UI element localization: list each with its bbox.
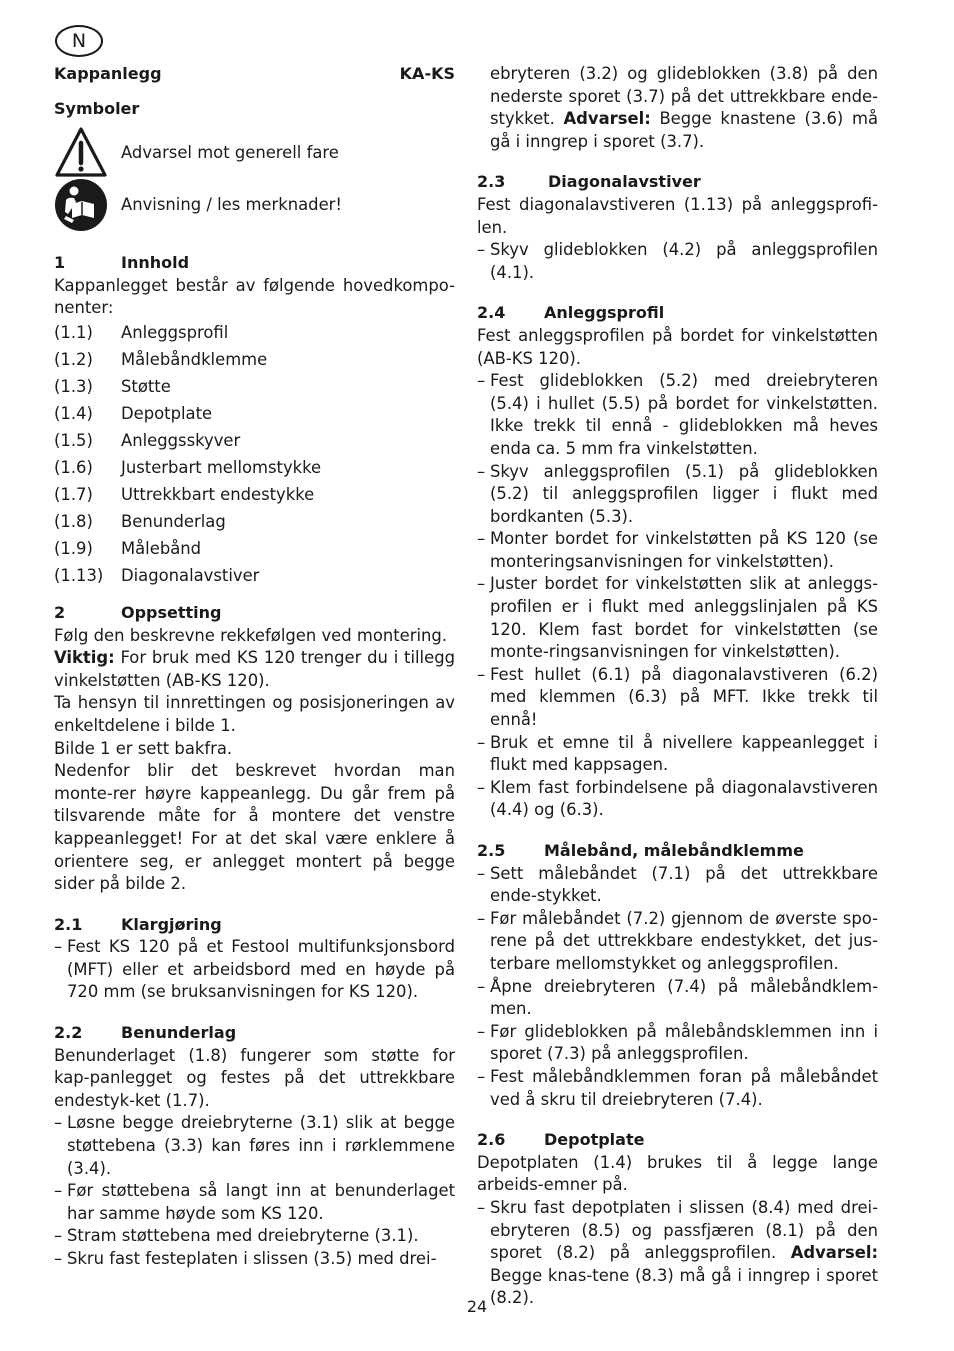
list-item (54, 320, 455, 347)
list-label: Anleggsskyver (121, 431, 241, 451)
section-title: Klargjøring (121, 914, 222, 934)
list-label: Justerbart mellomstykke (121, 458, 322, 478)
list-item: – Fest målebåndklemmen foran på målebåndet ved å skru til dreiebryteren (7.4). (477, 1066, 878, 1111)
section-title: Målebånd, målebåndklemme (544, 841, 804, 860)
section-2-3-intro: Fest diagonalavstiveren (1.13) på anleggsprofi-len. (477, 194, 878, 237)
warning-label: Advarsel: (563, 109, 651, 129)
list-item (54, 401, 455, 428)
section-number: 1 (54, 253, 66, 273)
section-title: Anleggsprofil (544, 303, 665, 323)
section-2-4-intro: Fest anleggsprofilen på bordet for vinkelstøtten (AB-KS 120). (477, 325, 878, 368)
list-item: – Åpne dreiebryteren (7.4) på målebåndklem-men. (477, 976, 878, 1021)
list-item-continued (477, 63, 878, 153)
section-2-3-heading (477, 171, 878, 194)
list-item: – Juster bordet for vinkelstøtten slik at anleggs-profilen er i flukt med anleggslinjalen på KS 120. Klem fast bordet for vinkelstøtten (se monte-ringsanvisningen for vinkelstøtten). (477, 573, 878, 663)
symbols-heading: Symboler (54, 98, 140, 118)
list-item: – Fest hullet (6.1) på diagonalavstiveren (6.2) med klemmen (6.3) på MFT. Ikke trekk til ennå! (477, 664, 878, 732)
section-number: 2.4 (477, 303, 506, 323)
list-label: Benunderlag (121, 512, 226, 532)
list-item: – Før målebåndet (7.2) gjennom de øverste spo-rene på det uttrekkbare endestykket, det jus-terbare mellomstykket og anleggsprofilen. (477, 908, 878, 976)
section-2-p3: Ta hensyn til innrettingen og posisjoneringen av enkeltdelene i bilde 1. (54, 693, 455, 735)
list-item (54, 455, 455, 482)
list-item (54, 428, 455, 455)
list-label: Depotplate (121, 404, 213, 424)
model-code: KA-KS (399, 64, 455, 83)
page-number: 24 (466, 1297, 488, 1316)
section-title: Benunderlag (121, 1023, 237, 1043)
list-ref: (1.4) (54, 404, 93, 424)
list-ref: (1.8) (54, 512, 93, 532)
important-text: For bruk med KS 120 trenger du i tillegg vinkelstøtten (AB-KS 120). (54, 648, 455, 690)
section-number: 2.3 (477, 172, 506, 192)
list-item: – Monter bordet for vinkelstøtten på KS 120 (se monteringsanvisningen for vinkelstøtten). (477, 528, 878, 573)
list-label: Støtte (121, 377, 171, 397)
list-item (54, 509, 455, 536)
list-item (54, 482, 455, 509)
item-text: Skru fast depotplaten i slissen (8.4) med drei-ebryteren (8.5) og passfjæren (8.1) på den sporet (8.2) på anleggsprofilen. (490, 1197, 878, 1263)
list-item: – Skyv glideblokken (4.2) på anleggsprofilen (4.1). (477, 239, 878, 284)
continued-text: Begge knastene (3.6) må gå i inngrep i sporet (3.7). (490, 109, 879, 151)
section-title: Diagonalavstiver (548, 172, 701, 192)
warning-label: Advarsel: (790, 1243, 878, 1263)
list-label: Målebåndklemme (121, 350, 268, 370)
list-item: – Klem fast forbindelsene på diagonalavstiveren (4.4) og (6.3). (477, 777, 878, 822)
warning-triangle-icon (54, 126, 108, 180)
section-2-5-heading (477, 840, 878, 863)
list-item: – Før støttebena så langt inn at benunderlaget har samme høyde som KS 120. (54, 1180, 455, 1225)
symbol-row-manual (54, 180, 455, 230)
section-2-p5: Nedenfor blir det beskrevet hvordan man monte-rer høyre kappeanlegg. Du går frem på tilsvarende måte for å montere det venstre kappeanlegget! For at det skal være enklere å orientere seg, er anlegget montert på begge sider på bilde 2. (54, 761, 455, 894)
section-2-6-heading (477, 1129, 878, 1152)
section-number: 2 (54, 602, 66, 622)
list-ref: (1.5) (54, 431, 93, 451)
list-item (477, 1197, 878, 1310)
document-header (54, 63, 455, 86)
section-number: 2.2 (54, 1023, 83, 1043)
section-number: 2.1 (54, 914, 83, 934)
section-title: Oppsetting (121, 602, 222, 622)
section-number: 2.5 (477, 841, 506, 860)
section-1-heading (54, 252, 455, 275)
section-title: Innhold (121, 253, 190, 273)
section-2-heading (54, 602, 455, 625)
list-ref: (1.13) (54, 566, 104, 586)
list-label: Anleggsprofil (121, 323, 229, 343)
section-1-intro: Kappanlegget består av følgende hovedkompo-nenter: (54, 275, 455, 318)
document-title: Kappanlegg (54, 64, 162, 83)
component-list (54, 320, 455, 590)
section-2-p1: Følg den beskrevne rekkefølgen ved montering. (54, 625, 448, 645)
section-number: 2.6 (477, 1130, 506, 1150)
section-2-2-heading (54, 1022, 455, 1045)
continued-text: ebryteren (3.2) og glideblokken (3.8) på den nederste sporet (3.7) på det uttrekkbare ende-stykket. (490, 64, 878, 129)
section-2-2-intro: Benunderlaget (1.8) fungerer som støtte for kap-panlegget og festes på det uttrekkbare endestyk-ket (1.7). (54, 1045, 455, 1110)
section-2-1-heading (54, 914, 455, 937)
symbol-row-warning (54, 128, 455, 178)
list-item: – Løsne begge dreiebryterne (3.1) slik at begge støttebena (3.3) kan føres inn i rørklemmene (3.4). (54, 1112, 455, 1180)
list-item (54, 347, 455, 374)
section-2-6-intro: Depotplaten (1.4) brukes til å legge lange arbeids-emner på. (477, 1152, 878, 1195)
section-2-4-heading (477, 302, 878, 325)
list-item (54, 374, 455, 401)
list-item (54, 536, 455, 563)
right-column (477, 63, 878, 1310)
list-item: – Fest glideblokken (5.2) med dreiebryteren (5.4) i hullet (5.5) på bordet for vinkelstøtten. Ikke trekk til ennå - glideblokken må heves enda ca. 5 mm fra vinkelstøtten. (477, 370, 878, 460)
list-ref: (1.6) (54, 458, 93, 478)
symbol-text-manual: Anvisning / les merknader! (121, 194, 342, 214)
list-label: Diagonalavstiver (121, 566, 260, 586)
list-item: – Skyv anleggsprofilen (5.1) på glideblokken (5.2) til anleggsprofilen ligger i flukt med bordkanten (5.3). (477, 461, 878, 529)
list-item: – Fest KS 120 på et Festool multifunksjonsbord (MFT) eller et arbeidsbord med en høyde på 720 mm (se bruksanvisningen for KS 120). (54, 936, 455, 1004)
list-item: – Bruk et emne til å nivellere kappeanlegget i flukt med kappsagen. (477, 732, 878, 777)
list-ref: (1.2) (54, 350, 93, 370)
list-item: – Skru fast festeplaten i slissen (3.5) med drei- (54, 1248, 455, 1271)
symbol-text-warning: Advarsel mot generell fare (121, 142, 339, 162)
list-label: Målebånd (121, 539, 202, 559)
list-item: – Sett målebåndet (7.1) på det uttrekkbare ende-stykket. (477, 863, 878, 908)
list-item: – Før glideblokken på målebåndsklemmen inn i sporet (7.3) på anleggsprofilen. (477, 1021, 878, 1066)
item-text: Begge knas-tene (8.3) må gå i inngrep i sporet (8.2). (490, 1265, 878, 1308)
list-ref: (1.1) (54, 323, 93, 343)
language-code: N (71, 30, 87, 52)
list-ref: (1.9) (54, 539, 93, 559)
list-item: – Stram støttebena med dreiebryterne (3.1). (54, 1225, 455, 1248)
language-badge (55, 25, 103, 57)
section-2-p2 (54, 647, 455, 692)
list-ref: (1.3) (54, 377, 93, 397)
left-column (54, 63, 455, 1271)
list-ref: (1.7) (54, 485, 93, 505)
section-2-p4: Bilde 1 er sett bakfra. (54, 738, 233, 758)
list-label: Uttrekkbart endestykke (121, 485, 315, 505)
important-label: Viktig: (54, 648, 115, 668)
read-manual-icon (54, 178, 108, 232)
list-item (54, 563, 455, 590)
section-title: Depotplate (544, 1130, 645, 1150)
